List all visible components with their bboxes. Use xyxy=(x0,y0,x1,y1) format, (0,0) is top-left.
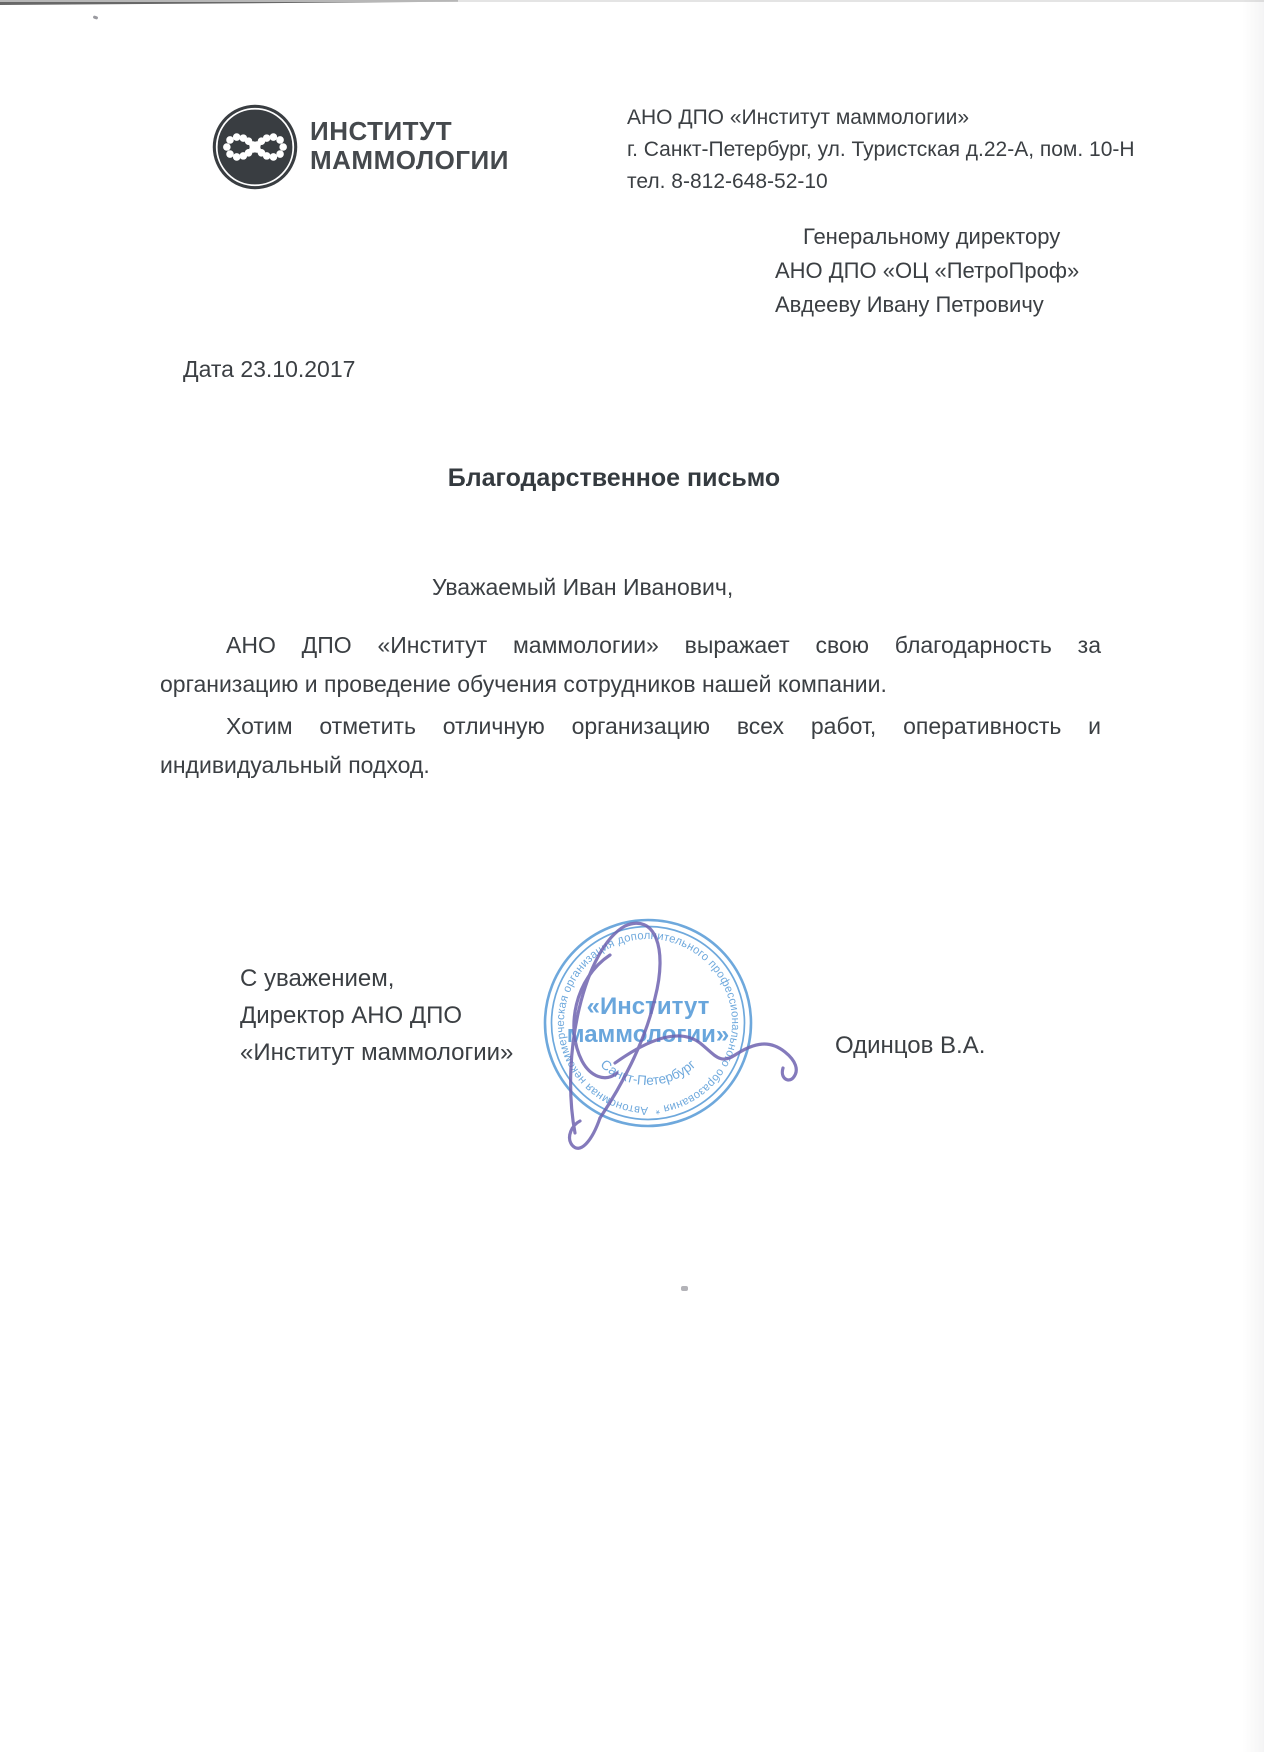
stamp-center-line2: маммологии» xyxy=(566,1021,730,1048)
paragraph-line: Хотим отметить отличную организацию всех работ, оперативность и xyxy=(226,713,1101,739)
signature-org: «Институт маммологии» xyxy=(240,1039,514,1066)
recipient-company: АНО ДПО «ОЦ «ПетроПроф» xyxy=(775,258,1080,283)
stamp-center-line1: «Институт xyxy=(586,993,710,1020)
stamp-city-text: Санкт-Петербург xyxy=(597,1056,699,1089)
scan-speck xyxy=(681,1286,688,1291)
stamp-ring-text: Автономная некоммерческая организация дополнительного профессионального образования * xyxy=(554,929,742,1117)
document-title: Благодарственное письмо xyxy=(447,464,781,492)
paragraph-line: АНО ДПО «Институт маммологии» выражает свою благодарность за xyxy=(226,632,1101,658)
paragraph-line: организацию и проведение обучения сотрудников нашей компании. xyxy=(160,670,887,697)
scan-edge-shading xyxy=(1242,0,1264,1752)
recipient-person: Авдееву Ивану Петровичу xyxy=(775,292,1044,317)
institute-logo-icon xyxy=(211,103,299,191)
recipient-block xyxy=(775,220,1079,322)
signature-closing: С уважением, xyxy=(240,965,395,992)
logo-wordmark-line2: МАММОЛОГИИ xyxy=(310,145,509,175)
letterhead-org-block xyxy=(627,102,1135,198)
scan-artifact-top-edge xyxy=(0,0,1264,2)
logo-wordmark xyxy=(310,117,509,175)
signature-position: Директор АНО ДПО xyxy=(240,1002,463,1029)
official-stamp xyxy=(520,893,830,1178)
signature-block xyxy=(240,960,513,1071)
org-name: АНО ДПО «Институт маммологии» xyxy=(627,106,970,129)
org-address: г. Санкт-Петербург, ул. Туристская д.22-А, пом. 10-Н xyxy=(627,138,1135,161)
org-phone: тел. 8-812-648-52-10 xyxy=(627,170,828,193)
paragraph-line: индивидуальный подход. xyxy=(160,751,430,778)
body-paragraph-1 xyxy=(160,626,1101,703)
director-name: Одинцов В.А. xyxy=(835,1032,986,1059)
recipient-position: Генеральному директору xyxy=(803,224,1061,249)
scan-speck xyxy=(93,15,99,20)
logo-wordmark-line1: ИНСТИТУТ xyxy=(310,116,453,146)
body-paragraph-2 xyxy=(160,707,1101,784)
greeting-line: Уважаемый Иван Иванович, xyxy=(432,574,734,600)
date-line: Дата 23.10.2017 xyxy=(183,356,356,382)
